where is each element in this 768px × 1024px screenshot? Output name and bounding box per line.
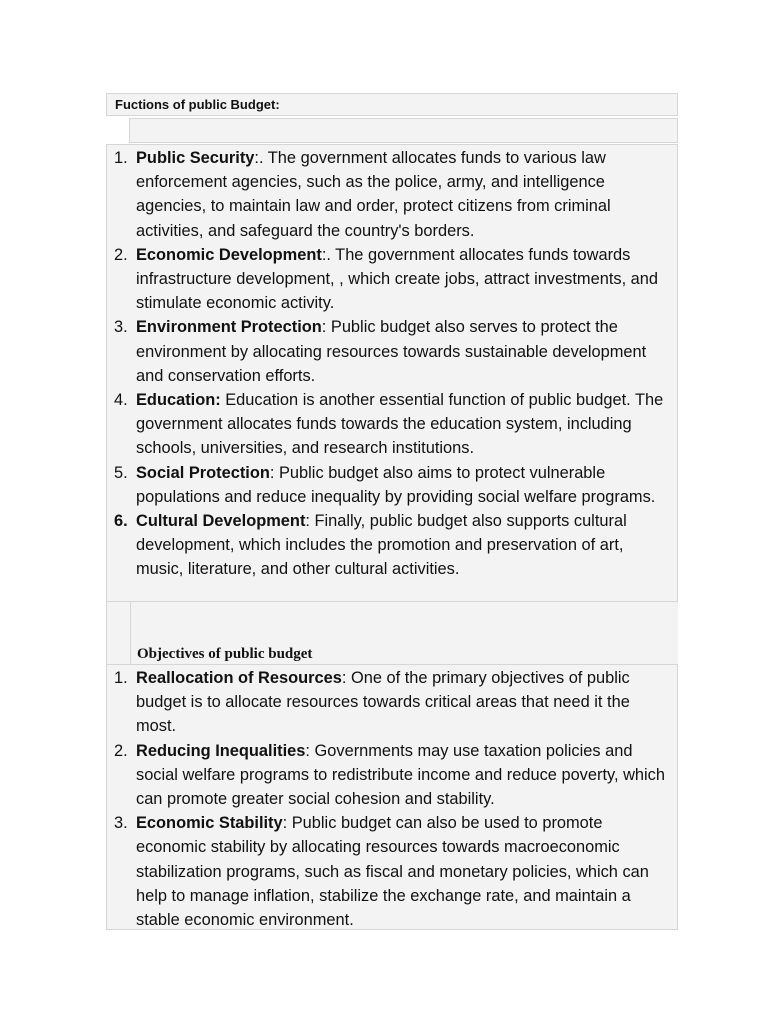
objectives-list [107, 665, 677, 932]
item-term: Economic Development [136, 245, 322, 264]
item-number: 3. [114, 814, 128, 833]
list-item [107, 243, 677, 316]
blank-table-cell [129, 118, 678, 143]
functions-heading: Fuctions of public Budget: [115, 97, 280, 112]
item-text: :. The government allocates funds towards infrastructure development, , which create jobs, attract investments, and stimulate economic activity. [136, 245, 659, 313]
objectives-heading-cell [106, 602, 678, 664]
item-term: Cultural Development [136, 512, 306, 531]
item-term: Education: [136, 391, 221, 410]
list-item [107, 739, 677, 812]
objectives-heading: Objectives of public budget [137, 646, 313, 662]
item-text: Education is another essential function of public budget. The government allocates funds towards the education system, including schools, universities, and research institutions. [136, 391, 664, 458]
item-term: Social Protection [136, 463, 270, 482]
item-number: 6. [114, 512, 128, 531]
item-term: Reallocation of Resources [136, 669, 342, 687]
functions-list [107, 145, 677, 582]
item-term: Public Security [136, 149, 255, 167]
item-text: : Public budget also aims to protect vulnerable populations and reduce inequality by providing social welfare programs. [136, 463, 656, 506]
item-text: : Finally, public budget also supports cultural development, which includes the promotion and preservation of art, music, literature, and other cultural activities. [136, 512, 627, 579]
list-item [107, 388, 677, 461]
list-item [107, 315, 677, 388]
list-item [107, 461, 677, 509]
item-number: 4. [114, 391, 128, 410]
item-term: Economic Stability [136, 814, 283, 833]
item-text: : Public budget can also be used to promote economic stability by allocating resources towards macroeconomic stabilization programs, such as fiscal and monetary policies, which can help to manage inflation, stabilize the exchange rate, and maintain a stable economic environment. [136, 814, 649, 930]
item-text: :. The government allocates funds to various law enforcement agencies, such as the police, army, and intelligence agencies, to maintain law and order, protect citizens from criminal activities, and safeguard the country's borders. [136, 149, 611, 240]
functions-heading-cell [106, 93, 678, 116]
item-number: 3. [114, 318, 128, 337]
item-number: 5. [114, 463, 128, 482]
item-term: Environment Protection [136, 318, 322, 337]
objectives-list-cell [106, 664, 678, 930]
item-text: : Governments may use taxation policies and social welfare programs to redistribute income and reduce poverty, which can promote greater social cohesion and stability. [136, 741, 665, 809]
item-number: 1. [114, 669, 128, 687]
item-number: 2. [114, 741, 128, 760]
item-text: : One of the primary objectives of public budget is to allocate resources towards critical areas that need it the most. [136, 669, 630, 736]
list-item [107, 146, 677, 243]
item-number: 1. [114, 149, 128, 167]
item-number: 2. [114, 245, 128, 264]
item-text: : Public budget also serves to protect the environment by allocating resources towards sustainable development and conservation efforts. [136, 318, 647, 385]
list-item [107, 509, 677, 582]
item-term: Reducing Inequalities [136, 741, 306, 760]
list-item [107, 666, 677, 739]
list-item [107, 811, 677, 932]
functions-list-cell [106, 144, 678, 602]
